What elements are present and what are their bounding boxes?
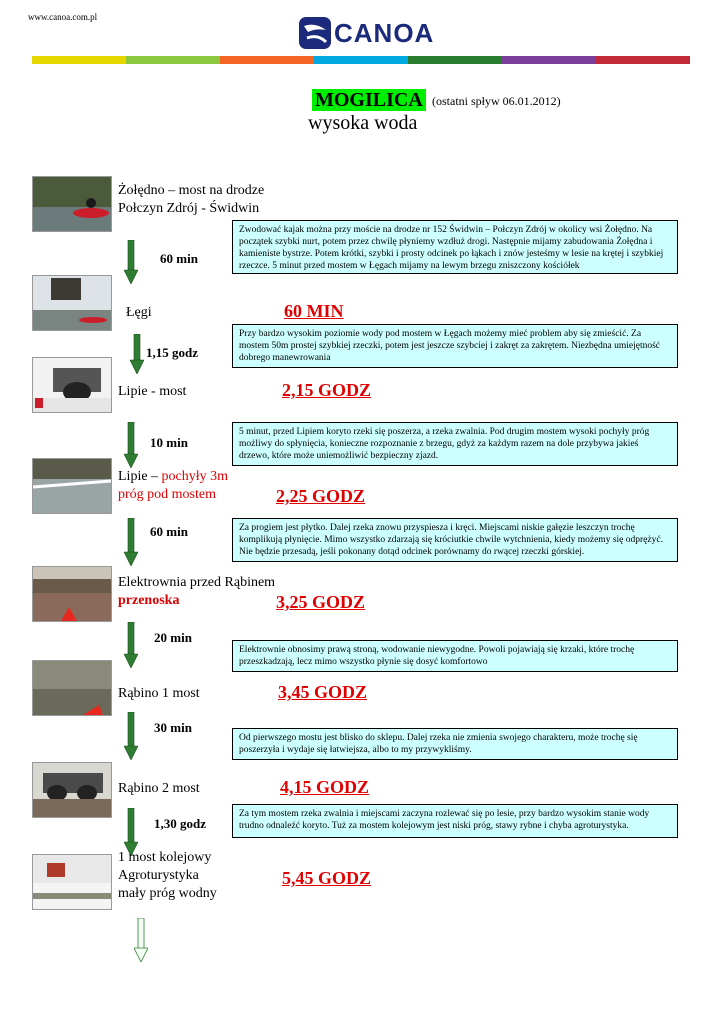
cumulative-time: 3,45 GODZ <box>278 682 368 702</box>
segment-description: Zwodować kajak można przy moście na drodze nr 152 Świdwin – Połczyn Zdrój w okolicy wsi Żołędno. Na początek szybki nurt, potem przez chwilę płyniemy wzdłuż drogi. Następnie mijamy zabudowania Żołędna i kamieniste bystrze. Potem krótki, szybki i prosty odcinek po łąkach i znów jesteśmy w lesie na krętej i szybkiej rzeczce. 5 minut przed mostem w Łęgach mijamy na lewym brzegu zniszczony kościółek <box>232 220 678 274</box>
photo-lipie-most <box>32 357 112 413</box>
down-arrow-icon <box>124 712 138 760</box>
segment-description: Od pierwszego mostu jest blisko do sklepu. Dalej rzeka nie zmienia swojego charakteru, może trochę się poszerzyła i wydaje się łatwiejsza, albo to my przywykliśmy. <box>232 728 678 760</box>
stop-lipie-most: Lipie - most <box>118 384 187 399</box>
photo-legi <box>32 275 112 331</box>
stop-name: Elektrownia przed Rąbinem <box>118 575 276 590</box>
canoa-logo <box>298 16 435 50</box>
stop-name-line2: Połczyn Zdrój - Świdwin <box>118 201 260 216</box>
photo-rabino-2 <box>32 762 112 818</box>
river-photo-icon <box>33 661 111 715</box>
segment-duration: 1,30 godz <box>154 816 206 831</box>
cumulative-time: 5,45 GODZ <box>282 868 372 888</box>
river-title: MOGILICA <box>312 89 426 111</box>
snow-photo-icon <box>33 855 111 909</box>
canoa-logo-mark-icon <box>298 16 332 50</box>
cumulative-time: 2,15 GODZ <box>282 380 372 400</box>
stop-note: przenoska <box>118 593 180 608</box>
segment-description: Za progiem jest płytko. Dalej rzeka znowu przyspiesza i kręci. Miejscami niskie gałęzie leszczyn trochę komplikują płynięcie. Mimo wszystko zdarzają się króciutkie chwile wytchnienia, kiedy możemy się odprężyć. Nie będzie przesadą, jeśli pokonany dotąd odcinek porównamy do rwącej rzeczki górskiej. <box>232 518 678 562</box>
down-arrow-icon <box>124 240 138 284</box>
segment-description: Przy bardzo wysokim poziomie wody pod mostem w Łęgach możemy mieć problem aby się zmieścić. Za mostem 50m prostej szybkiej rzeczki, potem jest jeszcze szybciej i zakręt za zakrętem. Niezbędna umiejętność dobrego manewrowania <box>232 324 678 368</box>
stripe <box>502 56 596 64</box>
down-arrow-icon <box>130 334 144 374</box>
segment-description: Za tym mostem rzeka zwalnia i miejscami zaczyna rozlewać się po lesie, przy bardzo wysokim stanie wody trudno odnaleźć koryto. Tuż za mostem kolejowym jest niski próg, stawy rybne i chyba agroturystyka. <box>232 804 678 838</box>
stop-name: Żołędno – most na drodze <box>118 183 265 198</box>
color-stripes <box>32 56 692 64</box>
stop-lipie-prog <box>118 468 228 504</box>
stripe <box>314 56 408 64</box>
photo-zoledno <box>32 176 112 232</box>
stop-name: Lipie – <box>118 469 162 484</box>
stop-rabino-1: Rąbino 1 most <box>118 686 200 701</box>
segment-duration: 20 min <box>154 630 192 645</box>
photo-agroturystyka <box>32 854 112 910</box>
stripe <box>408 56 502 64</box>
photo-lipie-prog <box>32 458 112 514</box>
stop-name-line3: mały próg wodny <box>118 886 217 901</box>
stripe <box>126 56 220 64</box>
cumulative-time: 3,25 GODZ <box>276 592 366 612</box>
river-photo-icon <box>33 567 111 621</box>
stripe <box>32 56 126 64</box>
stop-zoledno <box>118 182 264 218</box>
stripe <box>220 56 314 64</box>
stripe <box>596 56 690 64</box>
stop-agroturystyka <box>118 849 217 903</box>
cumulative-time: 4,15 GODZ <box>280 777 370 797</box>
water-level: wysoka woda <box>308 112 418 134</box>
down-arrow-icon <box>124 518 138 566</box>
last-trip-date: (ostatni spływ 06.01.2012) <box>432 94 561 108</box>
canoa-logo-text: CANOA <box>334 18 435 48</box>
segment-description: Elektrownie obnosimy prawą stroną, wodowanie niewygodne. Powoli pojawiają się krzaki, które trochę przeszkadzają, lecz mimo wszystko płynie się dosyć komfortowo <box>232 640 678 672</box>
photo-elektrownia <box>32 566 112 622</box>
site-url: www.canoa.com.pl <box>28 12 98 22</box>
down-arrow-icon <box>124 622 138 668</box>
stop-legi: Łęgi <box>126 305 152 320</box>
stop-note-line2: próg pod mostem <box>118 487 216 502</box>
stop-note: pochyły 3m <box>161 469 229 484</box>
segment-duration: 60 min <box>150 524 188 539</box>
stop-name-line2: Agroturystyka <box>118 868 199 883</box>
weir-photo-icon <box>33 459 111 513</box>
segment-description: 5 minut, przed Lipiem koryto rzeki się poszerza, a rzeka zwalnia. Pod drugim mostem wysoki pochyły próg możliwy do spłynięcia, konieczne rozpoznanie z brzegu, gdyż za każdym razem na dole przybywa jakieś drzewo, które może uniemożliwić bezpieczny zjazd. <box>232 422 678 466</box>
stop-elektrownia <box>118 574 275 610</box>
segment-duration: 30 min <box>154 720 192 735</box>
down-arrow-icon <box>124 422 138 468</box>
bridge-photo-icon <box>33 763 111 817</box>
kayak-photo-icon <box>33 177 111 231</box>
segment-duration: 10 min <box>150 435 188 450</box>
cumulative-time: 2,25 GODZ <box>276 486 366 506</box>
river-photo-icon <box>33 276 111 330</box>
down-arrow-outline-icon <box>134 918 148 962</box>
stop-name: 1 most kolejowy <box>118 850 212 865</box>
segment-duration: 1,15 godz <box>146 345 198 360</box>
photo-rabino-1 <box>32 660 112 716</box>
bridge-photo-icon <box>33 358 111 412</box>
cumulative-time: 60 MIN <box>284 301 344 321</box>
segment-duration: 60 min <box>160 251 198 266</box>
stop-rabino-2: Rąbino 2 most <box>118 781 200 796</box>
